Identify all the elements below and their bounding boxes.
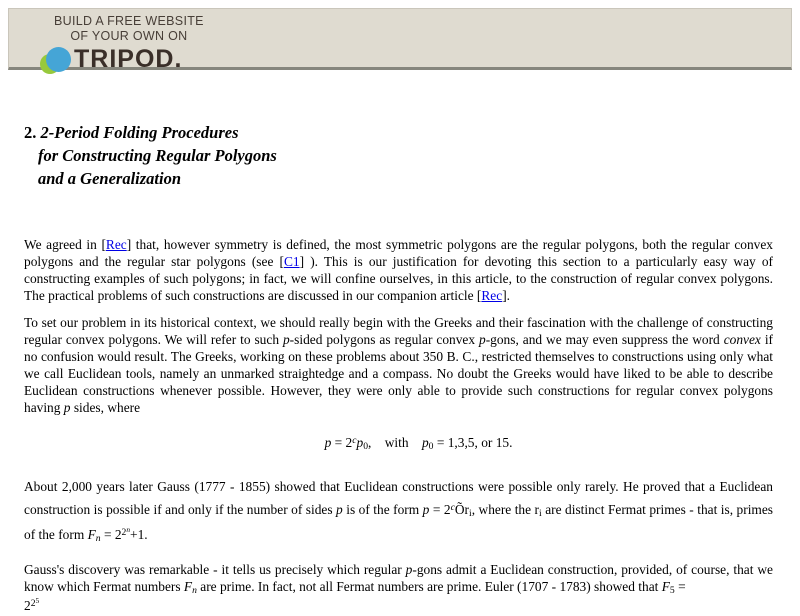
text-run: 2 bbox=[24, 598, 31, 613]
link-Rec[interactable]: Rec bbox=[481, 288, 503, 303]
page-title bbox=[24, 121, 773, 190]
text-run: p bbox=[405, 562, 413, 577]
text-run: if no confusion would result. The Greeks, working on these problems about 350 B. C., restricted themselves to constructions using only what we call Euclidean tools, namely an unmarked straightedge and a compass. No doubt the Greeks would have liked to be able to describe Euclidean constructions whenever possible. However, they were only able to provide such constructions for regular convex polygons having bbox=[24, 332, 774, 415]
text-run: are prime. In fact, not all Fermat numbers are prime. Euler (1707 - 1783) showed that bbox=[196, 579, 662, 594]
formula-display bbox=[24, 434, 773, 454]
text-run: We agreed in [ bbox=[24, 237, 106, 252]
text-run: ] ). This is our justification for devoting this section to a particularly easy way of constructing examples of such polygons; in fact, we will confine ourselves, in this article, to the construction of regular convex polygons. The practical problems of such constructions are discussed in our companion article [ bbox=[24, 254, 774, 303]
text-run: i bbox=[539, 508, 542, 520]
text-run: -gons, and we may even suppress the word bbox=[485, 332, 724, 347]
text-run: 0 bbox=[363, 441, 369, 453]
text-run: i bbox=[469, 508, 472, 520]
text-run: are distinct Fermat primes - that is, primes of the form bbox=[24, 502, 774, 542]
text-run: Gauss's discovery was remarkable - it tells us precisely which regular bbox=[24, 562, 406, 577]
text-run: F bbox=[661, 579, 670, 594]
text-run: convex bbox=[723, 332, 761, 347]
text-run: +1. bbox=[130, 527, 148, 542]
text-run: p bbox=[422, 502, 430, 517]
text-run: p bbox=[421, 435, 429, 450]
text-run: = 2 bbox=[331, 435, 353, 450]
text-run: = 1,3,5, or 15. bbox=[433, 435, 513, 450]
text-run: 5 bbox=[669, 585, 675, 597]
text-run: 5 bbox=[35, 596, 40, 605]
text-run: 2 bbox=[121, 526, 127, 538]
paragraph-2 bbox=[24, 314, 773, 416]
text-run: p bbox=[479, 332, 486, 347]
text-run: , where the r bbox=[471, 502, 540, 517]
tripod-logo[interactable] bbox=[40, 45, 204, 74]
text-run: sides, where bbox=[70, 400, 141, 415]
title-line-1 bbox=[24, 121, 773, 144]
title-line-3: and a Generalization bbox=[38, 169, 182, 188]
text-run: About 2,000 years later Gauss (1777 - 1855) showed that Euclidean constructions were possible only rarely. He proved that a Euclidean construction is possible if and only if the number of sides bbox=[24, 479, 773, 517]
tripod-ad-banner[interactable] bbox=[8, 8, 792, 73]
text-run: F bbox=[183, 579, 193, 594]
page bbox=[0, 8, 800, 616]
banner-text-line1: BUILD A FREE WEBSITE bbox=[54, 14, 204, 28]
tripod-logo-text: TRIPOD. bbox=[74, 45, 183, 73]
text-run: , with bbox=[368, 435, 422, 450]
text-run: Õr bbox=[454, 502, 469, 517]
text-run: p bbox=[336, 502, 343, 517]
paragraph-3 bbox=[24, 475, 773, 548]
text-run: c bbox=[352, 434, 357, 446]
text-run: 2 bbox=[30, 597, 36, 609]
text-run: ]. bbox=[502, 288, 511, 303]
text-run: To set our problem in its historical context, we should really begin with the Greeks and their fascination with the challenge of constructing regular convex polygons. We will refer to such bbox=[24, 315, 773, 347]
text-run: -sided polygons as regular convex bbox=[289, 332, 479, 347]
paragraph-4 bbox=[24, 561, 773, 597]
text-run: = bbox=[674, 579, 686, 594]
text-run: -gons admit a Euclidean construction, provided, of course, that we know which Fermat numbers bbox=[24, 562, 773, 594]
text-run: n bbox=[126, 525, 131, 534]
text-run: p bbox=[324, 435, 332, 450]
title-line-1-text: 2-Period Folding Procedures bbox=[40, 123, 239, 142]
text-run: 0 bbox=[428, 441, 434, 453]
text-run: = 2 bbox=[429, 502, 451, 517]
text-run: p bbox=[282, 332, 290, 347]
text-run: n bbox=[95, 533, 101, 545]
text-run: p bbox=[356, 435, 364, 450]
article-content bbox=[24, 121, 773, 616]
title-line-2: for Constructing Regular Polygons bbox=[38, 146, 277, 165]
text-run: F bbox=[87, 527, 96, 542]
text-run: p bbox=[63, 400, 71, 415]
section-number: 2. bbox=[24, 123, 41, 142]
text-run: n bbox=[192, 585, 197, 597]
paragraph-1 bbox=[24, 236, 773, 304]
link-C1[interactable]: C1 bbox=[283, 254, 300, 269]
link-Rec[interactable]: Rec bbox=[105, 237, 127, 252]
text-run: = 2 bbox=[100, 527, 122, 542]
text-run: c bbox=[450, 501, 455, 513]
text-run: ] that, however symmetry is defined, the most symmetric polygons are the regular polygons, both the regular convex polygons and the regular star polygons (see [ bbox=[24, 237, 773, 269]
tripod-blue-circle-icon bbox=[46, 47, 71, 72]
tripod-ad-content bbox=[54, 9, 204, 74]
banner-text-line2: OF YOUR OWN ON bbox=[70, 29, 188, 43]
text-run: is of the form bbox=[342, 502, 423, 517]
